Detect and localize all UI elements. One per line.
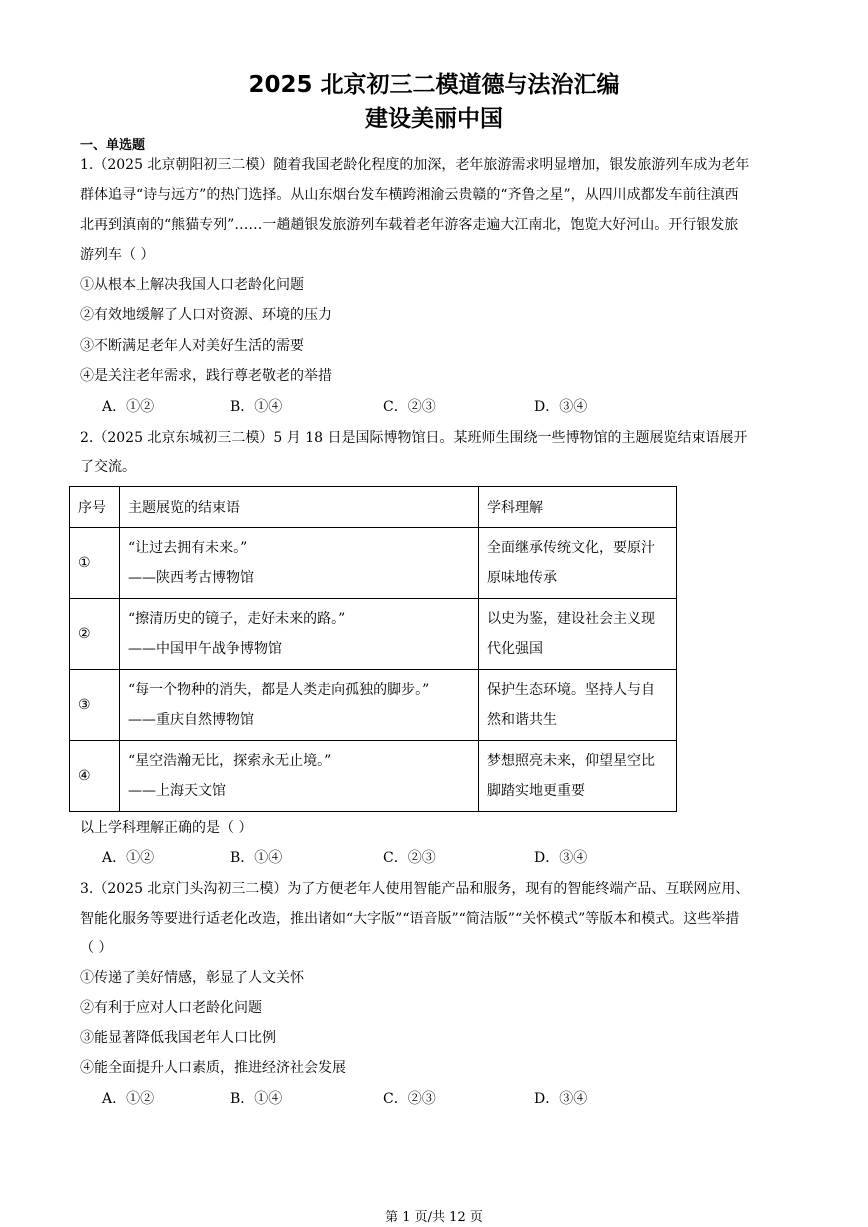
- q2-question: 以上学科理解正确的是（ ）: [80, 820, 253, 836]
- row-quote: “让过去拥有未来。”: [128, 540, 248, 556]
- q1-option-d: D．③④: [534, 399, 588, 415]
- row-no: ④: [70, 741, 120, 812]
- q2-option-d: D．③④: [534, 850, 588, 866]
- row-understanding-line: 以史为鉴，建设社会主义现: [487, 611, 655, 627]
- row-no: ③: [70, 670, 120, 741]
- row-quote: “擦清历史的镜子，走好未来的路。”: [128, 611, 346, 627]
- q2-stem-line: 2.（2025 北京东城初三二模）5 月 18 日是国际博物馆日。某班师生围绕一些博物馆的主题展览结束语展开: [80, 430, 748, 446]
- q2-option-a: A．①②: [102, 850, 155, 866]
- row-source: ——陕西考古博物馆: [128, 570, 254, 586]
- row-quote-cell: [120, 528, 479, 599]
- q3-item: ④能全面提升人口素质，推进经济社会发展: [80, 1060, 346, 1076]
- q1-option-b: B．①④: [230, 399, 283, 415]
- row-no: ②: [70, 599, 120, 670]
- q1-stem-line: 北再到滇南的“熊猫专列”……一趟趟银发旅游列车载着老年游客走遍大江南北，饱览大好河山。开行银发旅: [80, 217, 739, 233]
- q2-option-c: C．②③: [383, 850, 436, 866]
- q1-item: ④是关注老年需求，践行尊老敬老的举措: [80, 368, 332, 384]
- row-quote-cell: [120, 599, 479, 670]
- row-understanding-line: 全面继承传统文化，要原汁: [487, 540, 655, 556]
- table-header-row: [70, 487, 677, 528]
- row-quote-cell: [120, 670, 479, 741]
- row-no: ①: [70, 528, 120, 599]
- q3-option-c: C．②③: [383, 1091, 436, 1107]
- q3-stem-line: （ ）: [80, 940, 113, 956]
- table-row: [70, 599, 677, 670]
- row-understanding-cell: [479, 670, 677, 741]
- row-source: ——上海天文馆: [128, 783, 226, 799]
- table-row: [70, 670, 677, 741]
- row-source: ——中国甲午战争博物馆: [128, 641, 282, 657]
- section-heading: 一、单选题: [80, 138, 146, 153]
- q1-option-c: C．②③: [383, 399, 436, 415]
- table-row: [70, 741, 677, 812]
- row-quote: “星空浩瀚无比，探索永无止境。”: [128, 753, 332, 769]
- q3-option-a: A．①②: [102, 1091, 155, 1107]
- q3-item: ①传递了美好情感，彰显了人文关怀: [80, 970, 304, 986]
- row-understanding-line: 代化强国: [487, 641, 543, 657]
- header-no: 序号: [70, 487, 120, 528]
- row-understanding-line: 保护生态环境。坚持人与自: [487, 682, 655, 698]
- row-understanding-line: 然和谐共生: [487, 712, 557, 728]
- row-quote-cell: [120, 741, 479, 812]
- q3-stem-line: 3.（2025 北京门头沟初三二模）为了方便老年人使用智能产品和服务，现有的智能终端产品、互联网应用、: [80, 881, 750, 897]
- q1-stem-line: 1.（2025 北京朝阳初三二模）随着我国老龄化程度的加深，老年旅游需求明显增加，银发旅游列车成为老年: [80, 157, 750, 173]
- q3-item: ②有利于应对人口老龄化问题: [80, 1000, 262, 1016]
- q2-stem-line: 了交流。: [80, 459, 136, 475]
- row-source: ——重庆自然博物馆: [128, 712, 254, 728]
- q3-option-d: D．③④: [534, 1091, 588, 1107]
- q1-item: ③不断满足老年人对美好生活的需要: [80, 338, 304, 354]
- row-understanding-cell: [479, 741, 677, 812]
- q1-stem-line: 群体追寻“诗与远方”的热门选择。从山东烟台发车横跨湘渝云贵赣的“齐鲁之星”，从四川成都发车前往滇西: [80, 187, 739, 203]
- header-understanding: 学科理解: [479, 487, 677, 528]
- q1-stem-line: 游列车（ ）: [80, 247, 155, 263]
- q3-item: ③能显著降低我国老年人口比例: [80, 1030, 276, 1046]
- row-understanding-cell: [479, 528, 677, 599]
- row-understanding-line: 原味地传承: [487, 570, 557, 586]
- q1-item: ②有效地缓解了人口对资源、环境的压力: [80, 307, 332, 323]
- document-title: 2025 北京初三二模道德与法治汇编: [248, 72, 620, 98]
- row-understanding-line: 梦想照亮未来，仰望星空比: [487, 753, 655, 769]
- document-subtitle: 建设美丽中国: [365, 106, 503, 132]
- page-number: 第 1 页/共 12 页: [385, 1210, 483, 1225]
- q2-option-b: B．①④: [230, 850, 283, 866]
- row-quote: “每一个物种的消失，都是人类走向孤独的脚步。”: [128, 682, 430, 698]
- row-understanding-line: 脚踏实地更重要: [487, 783, 585, 799]
- q3-option-b: B．①④: [230, 1091, 283, 1107]
- header-quote: 主题展览的结束语: [120, 487, 479, 528]
- row-understanding-cell: [479, 599, 677, 670]
- table-row: [70, 528, 677, 599]
- q3-stem-line: 智能化服务等要进行适老化改造，推出诸如“大字版”“语音版”“简洁版”“关怀模式”等版本和模式。这些举措: [80, 911, 740, 927]
- museum-table: [69, 486, 677, 812]
- q1-option-a: A．①②: [102, 399, 155, 415]
- q1-item: ①从根本上解决我国人口老龄化问题: [80, 277, 304, 293]
